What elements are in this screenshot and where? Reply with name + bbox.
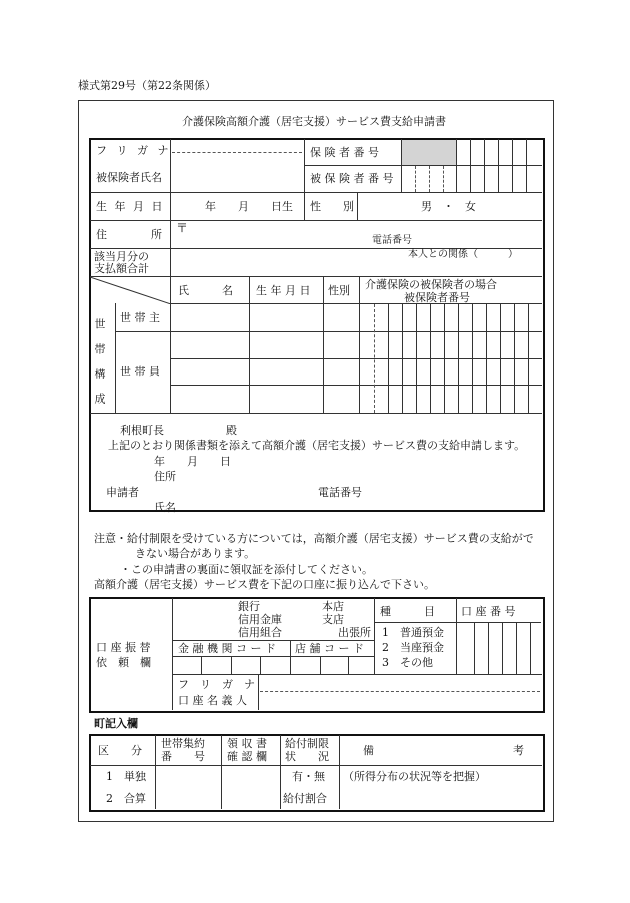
sex-value[interactable]: 男 ・ 女 xyxy=(421,200,476,213)
col-remarks-1: 備 xyxy=(363,744,374,757)
col-remarks-2: 考 xyxy=(513,744,524,757)
col-category: 区 分 xyxy=(98,744,142,757)
note-line-1b: きない場合があります。 xyxy=(135,547,256,560)
type-other[interactable]: 3 その他 xyxy=(382,656,433,669)
birth-value: 年 月 日生 xyxy=(205,200,293,213)
insurer-number-label: 保 険 者 番 号 xyxy=(310,146,379,159)
inst-credit-union: 信用組合 xyxy=(238,626,282,639)
account-type-label: 種 目 xyxy=(380,605,435,618)
restrict-yes-no: 有・無 xyxy=(292,770,325,783)
account-number-label: 口 座 番 号 xyxy=(461,605,516,618)
insured-number-label: 被 保 険 者 番 号 xyxy=(310,172,394,185)
inst-credit-bank: 信用金庫 xyxy=(238,613,282,626)
phone-label: 電話番号 xyxy=(372,235,412,246)
addressee: 利根町長 xyxy=(120,424,164,437)
household-head-label: 世 帯 主 xyxy=(120,311,160,324)
note-line-2: ・この申請書の裏面に領収証を添付してください。 xyxy=(120,563,373,576)
form-number: 様式第29号（第22条関係） xyxy=(78,79,216,92)
col-birth: 生 年 月 日 xyxy=(256,284,311,297)
type-current[interactable]: 2 当座預金 xyxy=(382,641,444,654)
honorific: 殿 xyxy=(226,424,237,437)
type-ordinary[interactable]: 1 普通預金 xyxy=(382,626,444,639)
bank-side-label-2: 依 頼 欄 xyxy=(96,656,151,669)
household-member-label: 世 帯 員 xyxy=(120,365,160,378)
form-title: 介護保険高額介護（居宅支援）サービス費支給申請書 xyxy=(182,115,446,128)
birth-label: 生 年 月 日 xyxy=(96,200,165,213)
declaration-date: 年 月 日 xyxy=(154,455,231,468)
remarks-note: （所得分布の状況等を把握） xyxy=(343,770,486,783)
postal-mark: 〒 xyxy=(176,221,189,235)
col-receipt-2: 確 認 欄 xyxy=(227,750,267,763)
note-line-3: 高額介護（居宅支援）サービス費を下記の口座に振り込んで下さい。 xyxy=(94,578,435,591)
branch-main: 本店 xyxy=(322,600,344,613)
category-combined: 2 合算 xyxy=(106,792,146,805)
branch-office: 出張所 xyxy=(338,626,371,639)
col-insured-1: 介護保険の被保険者の場合 xyxy=(365,278,497,291)
address-label: 住 所 xyxy=(96,228,162,241)
category-single: 1 単独 xyxy=(106,770,146,783)
restrict-ratio: 給付割合 xyxy=(283,792,327,805)
col-receipt-1: 領 収 書 xyxy=(227,737,267,750)
insured-name-label: 被保険者氏名 xyxy=(96,171,162,184)
payment-label-1: 該当月分の xyxy=(94,250,149,263)
col-sex: 性別 xyxy=(328,284,350,297)
account-furigana-label: フ リ ガ ナ xyxy=(178,678,255,691)
col-restrict-2: 状 況 xyxy=(285,750,329,763)
bank-code-label: 金 融 機 関 コ ー ド xyxy=(178,642,276,655)
relation-label: 本人との関係（ ） xyxy=(408,249,518,260)
town-section-heading: 町記入欄 xyxy=(94,717,138,730)
col-restrict-1: 給付制限 xyxy=(285,737,329,750)
col-household-1: 世帯集約 xyxy=(161,737,205,750)
inst-bank: 銀行 xyxy=(238,600,260,613)
declaration-phone: 電話番号 xyxy=(318,486,362,499)
col-name: 氏 名 xyxy=(178,284,233,297)
branch-code-label: 店 舗 コ ー ド xyxy=(295,642,364,655)
bank-side-label-1: 口 座 振 替 xyxy=(96,641,151,654)
payment-label-2: 支払額合計 xyxy=(94,262,149,275)
note-line-1a: 注意・給付制限を受けている方については，高額介護（居宅支援）サービス費の支給がで xyxy=(94,532,534,545)
furigana-label: フ リ ガ ナ xyxy=(96,144,172,157)
sex-label: 性 別 xyxy=(310,200,354,213)
col-insured-2: 被保険者番号 xyxy=(404,291,470,304)
diagonal-header-cell xyxy=(90,277,171,304)
declaration-statement: 上記のとおり関係書類を添えて高額介護（居宅支援）サービス費の支給申請します。 xyxy=(108,439,526,452)
applicant-label: 申請者 xyxy=(106,486,139,499)
declaration-name: 氏名 xyxy=(154,501,176,514)
col-household-2: 番 号 xyxy=(161,750,205,763)
branch-branch: 支店 xyxy=(322,613,344,626)
account-holder-label: 口 座 名 義 人 xyxy=(178,694,247,707)
household-side-label: 世帯構成 xyxy=(93,318,106,418)
declaration-address: 住所 xyxy=(154,470,176,483)
